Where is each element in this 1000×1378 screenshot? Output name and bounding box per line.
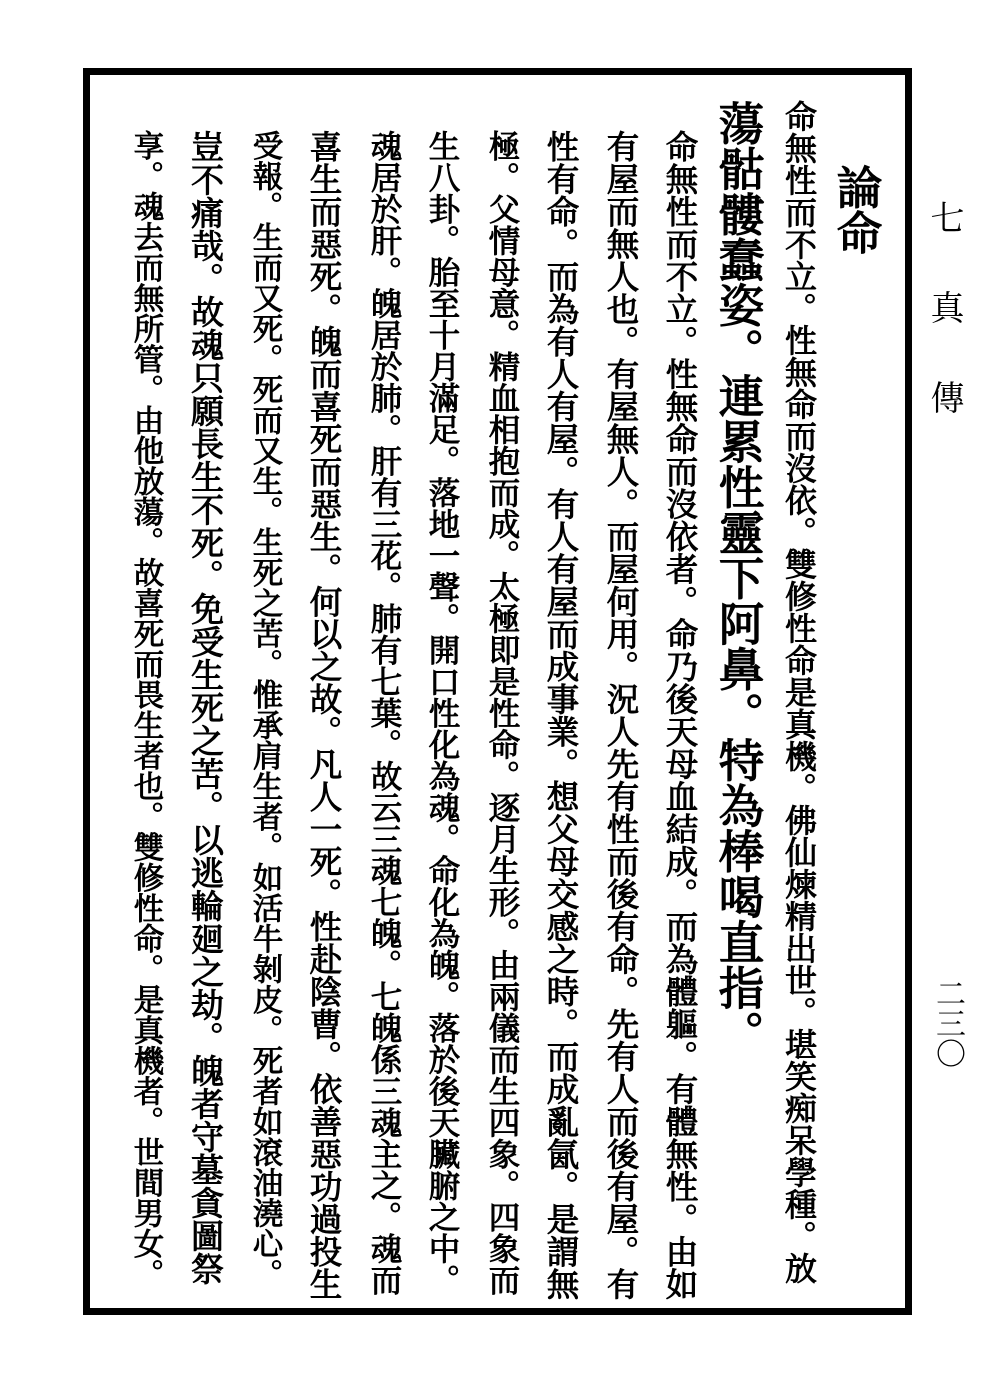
book-title: 七真傳 — [924, 200, 964, 470]
text-column-3: 蕩骷髏蠢姿。連累性靈下阿鼻。特為棒喝直指。 — [712, 100, 766, 1056]
text-column-9: 魂居於肝。魄居於肺。肝有三花。肺有七葉。故云三魂七魄。七魄係三魂主之。魂而 — [366, 130, 403, 1296]
page-number: 二三〇 — [930, 978, 965, 1068]
text-column-6: 性有命。而為有人有屋。有人有屋而成事業。想父母交感之時。而成亂氤。是謂無 — [542, 130, 581, 1300]
text-column-10: 喜生而惡死。魄而喜死而惡生。何以之故。凡人一死。性赴陰曹。依善惡功過投生 — [305, 130, 344, 1300]
text-column-11: 受報。生而又死。死而又生。生死之苦。惟承肩生者。如活牛剝皮。死者如滾油澆心。 — [247, 130, 283, 1289]
text-column-2: 命無性而不立。性無命而沒依。雙修性命是真機。佛仙煉精出世。堪笑痴呆學種。放 — [780, 100, 818, 1284]
text-column-12: 豈不痛哉。故魂只願長生不死。免受生死之苦。以逃輪廻之劫。魄者守墓貪圖祭 — [186, 130, 225, 1285]
text-column-1: 論命 — [830, 164, 884, 255]
text-column-13: 享。魂去而無所管。由他放蕩。故喜死而畏生者也。雙修性命。是真機者。世間男女。 — [128, 130, 164, 1289]
text-column-4: 命無性而不立。性無命而沒依者。命乃後天母血結成。而為體軀。有體無性。由如 — [661, 130, 700, 1300]
text-column-5: 有屋而無人也。有屋無人。而屋何用。況人先有性而後有命。先有人而後有屋。有 — [602, 130, 641, 1300]
text-column-8: 生八卦。胎至十月滿足。落地一聲。開口性化為魂。命化為魄。落於後天臟腑之中。 — [424, 130, 461, 1296]
text-column-7: 極。父情母意。精血相抱而成。太極即是性命。逐月生形。由兩儀而生四象。四象而 — [484, 130, 521, 1296]
